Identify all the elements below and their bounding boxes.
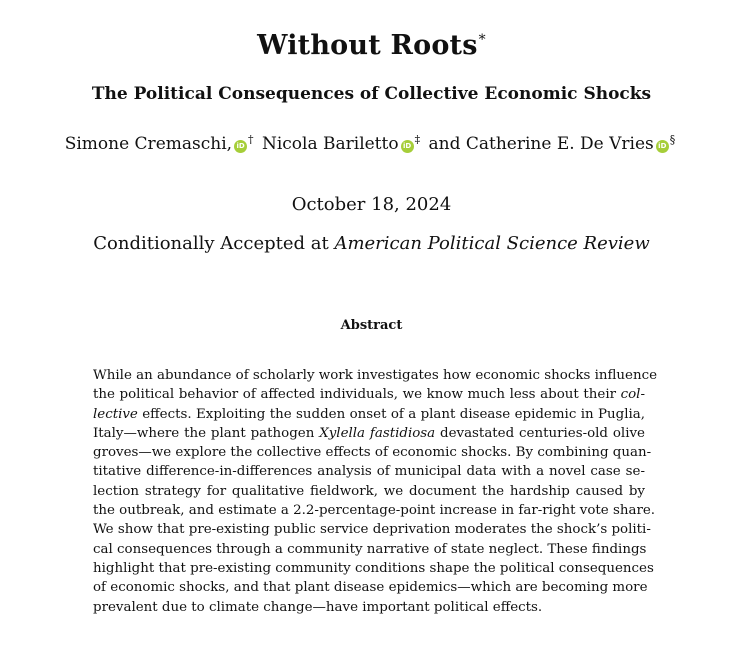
abstract-line: of economic shocks, and that plant disease epidemics—which are becoming more — [93, 580, 648, 596]
publication-date: October 18, 2024 — [291, 194, 452, 215]
abstract-line: highlight that pre-existing community conditions shape the political consequences — [93, 560, 654, 576]
abstract-line: groves—we explore the collective effects of economic shocks. By combining quan- — [93, 445, 652, 461]
venue-prefix: Conditionally Accepted at — [93, 233, 329, 254]
abstract-italic-text: lective — [93, 406, 138, 422]
abstract-line: lective effects. Exploiting the sudden onset of a plant disease epidemic in Puglia, — [93, 406, 645, 422]
abstract-line: titative difference-in-differences analysis of municipal data with a novel case se- — [93, 464, 645, 480]
paper-title — [0, 30, 743, 61]
author-name: Simone Cremaschi, — [64, 134, 233, 154]
publication-venue — [0, 233, 743, 254]
abstract-italic-text: col- — [620, 387, 645, 403]
author-conjunction: and — [428, 134, 461, 154]
abstract-heading: Abstract — [340, 318, 403, 333]
orcid-icon[interactable]: iD — [234, 140, 247, 153]
author-footnote-mark: ‡ — [414, 133, 421, 146]
orcid-icon[interactable]: iD — [401, 140, 414, 153]
abstract-line: the political behavior of affected individuals, we know much less about their col- — [93, 387, 645, 403]
abstract-body — [93, 366, 658, 617]
abstract-line: prevalent due to climate change—have important political effects. — [93, 599, 543, 615]
author-footnote-mark: † — [248, 133, 254, 146]
title-text: Without Roots — [257, 30, 478, 61]
abstract-line: cal consequences through a community narrative of state neglect. These findings — [93, 541, 647, 557]
title-footnote-mark: * — [478, 32, 486, 48]
paper-subtitle: The Political Consequences of Collective Economic Shocks — [91, 84, 652, 104]
author-list — [0, 133, 743, 154]
abstract-italic-text: Xylella fastidiosa — [319, 425, 436, 441]
abstract-line: lection strategy for qualitative fieldwork, we document the hardship caused by — [93, 483, 645, 499]
abstract-line: Italy—where the plant pathogen Xylella fastidiosa devastated centuries-old olive — [93, 425, 645, 441]
author-footnote-mark: § — [669, 133, 676, 146]
author-name: Catherine E. De Vries — [465, 134, 654, 154]
orcid-icon[interactable]: iD — [656, 140, 669, 153]
author-name: Nicola Bariletto — [261, 134, 399, 154]
abstract-line: While an abundance of scholarly work investigates how economic shocks influence — [93, 368, 658, 383]
abstract-line: the outbreak, and estimate a 2.2-percentage-point increase in far-right vote share. — [93, 503, 656, 519]
journal-name: American Political Science Review — [334, 233, 650, 254]
abstract-line: We show that pre-existing public service deprivation moderates the shock’s politi- — [93, 522, 651, 538]
